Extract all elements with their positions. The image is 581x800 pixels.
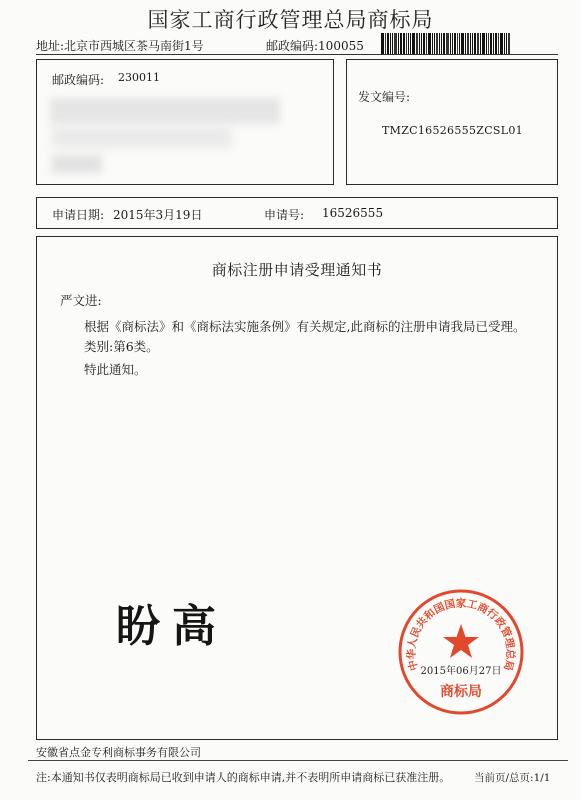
barcode-bar <box>406 33 407 55</box>
barcode-bar <box>482 33 485 55</box>
document-number-value: TMZC16526555ZCSL01 <box>382 124 523 137</box>
barcode-bar <box>486 33 487 55</box>
barcode-bar <box>441 33 442 55</box>
office-address: 地址:北京市西城区茶马南街1号 <box>36 39 204 53</box>
application-date-value: 2015年3月19日 <box>113 208 203 222</box>
application-number-value: 16526555 <box>322 206 384 220</box>
barcode-bar <box>461 33 464 55</box>
barcode-bar <box>457 33 458 55</box>
barcode-bar <box>387 33 389 55</box>
handwritten-signature: 盼高 <box>116 601 228 652</box>
redacted-name <box>52 155 102 173</box>
redacted-address <box>50 98 280 124</box>
barcode-bar <box>443 33 445 55</box>
barcode-bar <box>408 33 409 55</box>
barcode-bar <box>508 33 510 55</box>
barcode-bar <box>434 33 435 55</box>
recipient-postcode-label: 邮政编码: <box>52 73 105 87</box>
barcode-bar <box>439 33 440 55</box>
barcode-bar <box>459 33 460 55</box>
barcode-bar <box>410 33 411 55</box>
barcode-bar <box>385 33 386 55</box>
barcode-bar <box>495 33 497 55</box>
footer-divider <box>28 760 568 761</box>
application-date-label: 申请日期: <box>52 208 105 222</box>
redacted-recipient <box>52 126 232 148</box>
barcode-bar <box>416 33 418 55</box>
barcode-bar <box>450 33 451 55</box>
document-number-label: 发文编号: <box>358 90 411 104</box>
seal-star-icon <box>443 624 479 658</box>
barcode-bar <box>498 33 499 55</box>
barcode-bar <box>467 33 469 55</box>
barcode-bar <box>465 33 466 55</box>
barcode-bar <box>490 33 492 55</box>
notice-paragraph-3: 特此通知。 <box>84 362 147 377</box>
document-title: 国家工商行政管理总局商标局 <box>147 8 434 32</box>
application-number-label: 申请号: <box>264 208 305 222</box>
barcode-bar <box>421 33 422 55</box>
recipient-postcode-value: 230011 <box>118 71 160 84</box>
barcode-bar <box>454 33 456 55</box>
barcode-bar <box>504 33 505 55</box>
notice-salutation: 严文进: <box>60 293 102 308</box>
seal-date: 2015年06月27日 <box>420 666 502 677</box>
barcode-bar <box>403 33 405 55</box>
seal-ring-text: 中华人民共和国国家工商行政管理总局 <box>405 597 517 672</box>
barcode-bar <box>474 33 476 55</box>
office-postcode: 邮政编码:100055 <box>266 39 364 53</box>
barcode-bar <box>428 33 431 55</box>
barcode-bar <box>381 33 384 55</box>
barcode-bar <box>436 33 438 55</box>
barcode-bar <box>423 33 425 55</box>
barcode-bar <box>500 33 503 55</box>
barcode-bar <box>446 33 449 55</box>
barcode-bar <box>390 33 391 55</box>
barcode-bar <box>472 33 473 55</box>
barcode-bar <box>394 33 397 55</box>
barcode-bar <box>426 33 427 55</box>
seal-bottom-text: 商标局 <box>440 684 482 700</box>
page-info: 当前页/总页:1/1 <box>474 772 551 784</box>
notice-paragraph-1: 根据《商标法》和《商标法实施条例》有关规定,此商标的注册申请我局已受理。 <box>84 319 526 334</box>
barcode-bar <box>400 33 402 55</box>
header-divider <box>36 54 558 55</box>
barcode <box>381 33 557 55</box>
notice-title: 商标注册申请受理通知书 <box>211 261 383 279</box>
barcode-bar <box>398 33 399 55</box>
official-seal <box>397 588 525 716</box>
barcode-bar <box>392 33 393 55</box>
barcode-bar <box>506 33 507 55</box>
barcode-bar <box>480 33 481 55</box>
barcode-bar <box>493 33 494 55</box>
barcode-bar <box>412 33 415 55</box>
notice-paragraph-2: 类别:第6类。 <box>84 339 159 354</box>
footer-note: 注:本通知书仅表明商标局已收到申请人的商标申请,并不表明所申请商标已获准注册。 <box>36 771 451 784</box>
barcode-bar <box>432 33 433 55</box>
document-number-box <box>346 59 558 185</box>
barcode-bar <box>470 33 471 55</box>
barcode-bar <box>419 33 420 55</box>
barcode-bar <box>477 33 479 55</box>
barcode-bar <box>452 33 453 55</box>
barcode-bar <box>488 33 489 55</box>
agency-name: 安徽省点金专利商标事务有限公司 <box>36 746 201 759</box>
